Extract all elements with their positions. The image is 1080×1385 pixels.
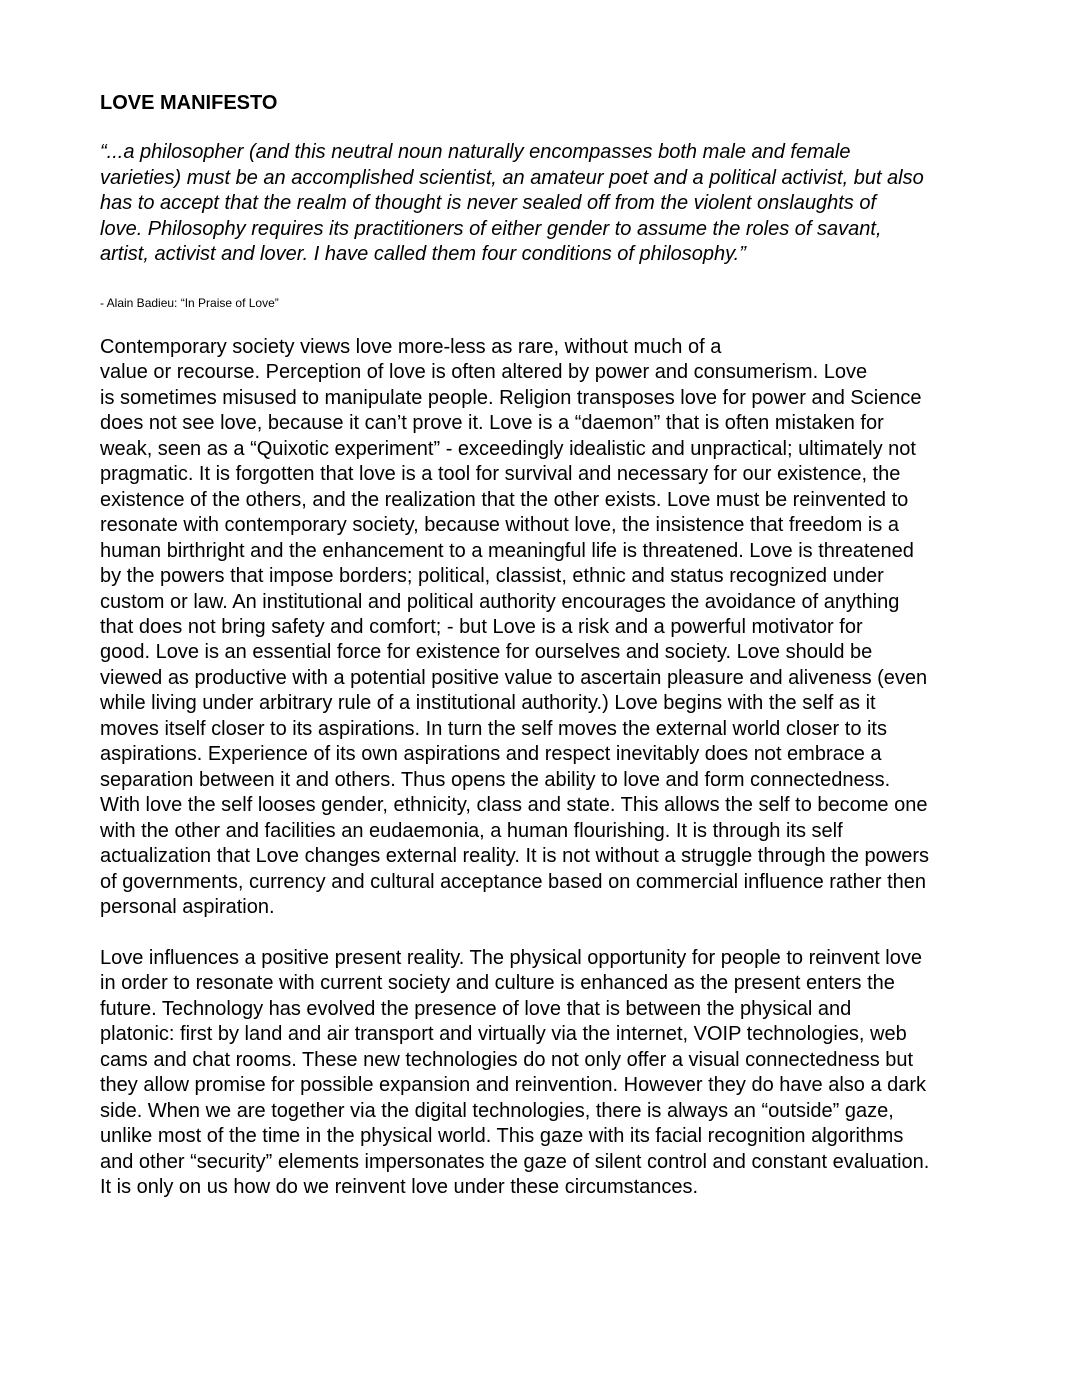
paragraph-line: that does not bring safety and comfort; - but Love is a risk and a powerful motivator for <box>100 615 863 638</box>
paragraph-line: actualization that Love changes external reality. It is not without a struggle through the powers <box>100 845 930 868</box>
paragraph-line: is sometimes misused to manipulate people. Religion transposes love for power and Science <box>100 386 922 409</box>
paragraph-line: pragmatic. It is forgotten that love is a tool for survival and necessary for our existence, the <box>100 463 901 486</box>
paragraph-line: It is only on us how do we reinvent love under these circumstances. <box>100 1176 699 1199</box>
body-paragraph-2 <box>100 946 990 1201</box>
quote-line: varieties) must be an accomplished scientist, an amateur poet and a political activist, but also <box>100 166 924 189</box>
paragraph-line: good. Love is an essential force for existence for ourselves and society. Love should be <box>100 641 873 664</box>
paragraph-line: human birthright and the enhancement to a meaningful life is threatened. Love is threatened <box>100 539 914 562</box>
paragraph-line: viewed as productive with a potential positive value to ascertain pleasure and aliveness (even <box>100 666 928 689</box>
paragraph-line: unlike most of the time in the physical world. This gaze with its facial recognition algorithms <box>100 1125 904 1148</box>
paragraph-line: Love influences a positive present reality. The physical opportunity for people to reinvent love <box>100 947 922 969</box>
body-paragraph-1 <box>100 335 990 920</box>
quote-line: has to accept that the realm of thought is never sealed off from the violent onslaughts of <box>100 192 877 214</box>
paragraph-line: Contemporary society views love more-less as rare, without much of a <box>100 336 722 358</box>
paragraph-line: future. Technology has evolved the presence of love that is between the physical and <box>100 997 852 1020</box>
paragraph-line: cams and chat rooms. These new technologies do not only offer a visual connectedness but <box>100 1048 914 1071</box>
paragraph-line: by the powers that impose borders; political, classist, ethnic and status recognized under <box>100 565 884 588</box>
paragraph-line: of governments, currency and cultural acceptance based on commercial influence rather then <box>100 870 927 893</box>
paragraph-line: custom or law. An institutional and political authority encourages the avoidance of anything <box>100 590 900 613</box>
document-title: LOVE MANIFESTO <box>100 92 278 114</box>
paragraph-line: in order to resonate with current society and culture is enhanced as the present enters the <box>100 972 895 995</box>
paragraph-line: personal aspiration. <box>100 895 275 918</box>
paragraph-line: weak, seen as a “Quixotic experiment” - exceedingly idealistic and unpractical; ultimately not <box>100 437 916 460</box>
paragraph-line: With love the self looses gender, ethnicity, class and state. This allows the self to become one <box>100 794 928 817</box>
quote-line: artist, activist and lover. I have called them four conditions of philosophy.” <box>100 243 746 265</box>
paragraph-line: existence of the others, and the realization that the other exists. Love must be reinvented to <box>100 488 909 511</box>
paragraph-line: platonic: first by land and air transport and virtually via the internet, VOIP technologies, web <box>100 1023 907 1046</box>
paragraph-line: resonate with contemporary society, because without love, the insistence that freedom is a <box>100 514 899 537</box>
quote-line: love. Philosophy requires its practitioners of either gender to assume the roles of savant, <box>100 217 882 240</box>
paragraph-line: moves itself closer to its aspirations. In turn the self moves the external world closer to its <box>100 717 887 740</box>
paragraph-line: aspirations. Experience of its own aspirations and respect inevitably does not embrace a <box>100 743 882 766</box>
paragraph-line: they allow promise for possible expansion and reinvention. However they do have also a dark <box>100 1074 927 1097</box>
paragraph-line: and other “security” elements impersonates the gaze of silent control and constant evaluation. <box>100 1150 930 1173</box>
paragraph-line: with the other and facilities an eudaemonia, a human flourishing. It is through its self <box>100 819 843 842</box>
paragraph-line: separation between it and others. Thus opens the ability to love and form connectedness. <box>100 768 891 791</box>
quote-attribution: - Alain Badieu: “In Praise of Love” <box>100 296 279 310</box>
paragraph-line: while living under arbitrary rule of a institutional authority.) Love begins with the self as it <box>100 692 876 715</box>
quote-line: “...a philosopher (and this neutral noun naturally encompasses both male and female <box>100 141 851 163</box>
paragraph-line: value or recourse. Perception of love is often altered by power and consumerism. Love <box>100 361 868 384</box>
epigraph-quote <box>100 140 990 268</box>
paragraph-line: does not see love, because it can’t prove it. Love is a “daemon” that is often mistaken for <box>100 412 884 435</box>
paragraph-line: side. When we are together via the digital technologies, there is always an “outside” gaze, <box>100 1099 894 1122</box>
